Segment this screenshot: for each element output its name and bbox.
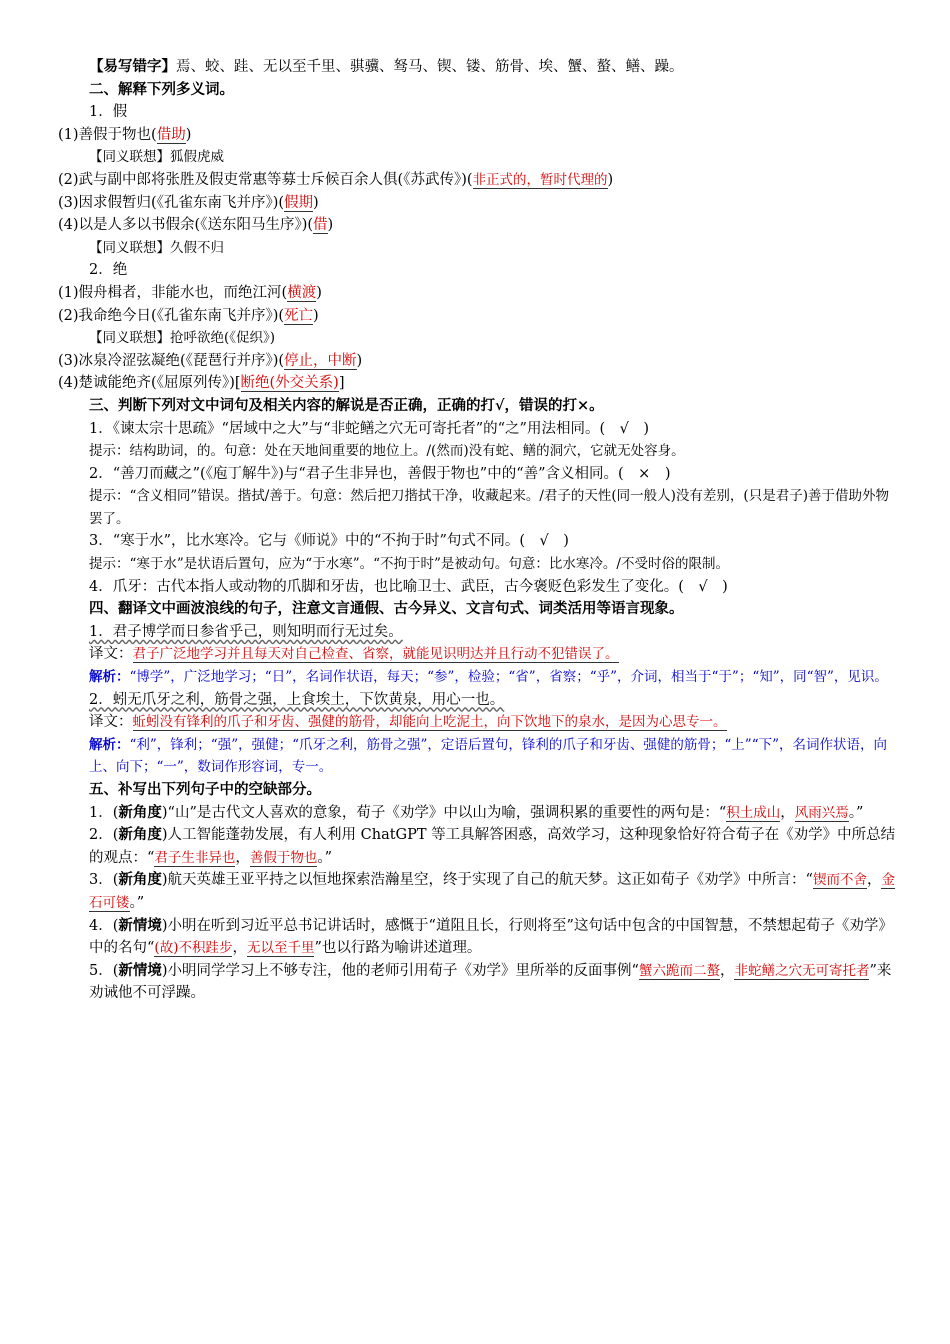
jue-item-2: (2)我命绝今日(《孔雀东南飞并序》)(死亡): [58, 307, 319, 324]
word-heading-jia: 1．假: [89, 104, 128, 121]
translate-sentence-1: 1．君子博学而日参省乎己，则知明而行无过矣。: [89, 623, 403, 640]
error-prone-characters: 【易写错字】焉、蛟、跬、无以至千里、骐骥、驽马、锲、镂、筋骨、埃、蟹、螯、鳝、躁。: [89, 58, 684, 75]
jue-item-1: (1)假舟楫者，非能水也，而绝江河(横渡): [58, 284, 322, 301]
jia-item-3: (3)因求假暂归(《孔雀东南飞并序》)(假期): [58, 194, 319, 211]
jia-item-1: (1)善假于物也(借助): [58, 126, 192, 143]
word-heading-jue: 2．绝: [89, 262, 128, 279]
judge-hint-2: 提示：“含义相同”错误。揩拭/善于。句意：然后把刀揩拭干净，收藏起来。/君子的天性(同一般人)没有差别，(只是君子)善于借助外物罢了。: [89, 488, 889, 527]
analysis-2: 解析：“利”，锋利；“强”，强健；“爪牙之利，筋骨之强”，定语后置句，锋利的爪子和牙齿、强健的筋骨；“上”“下”，名词作状语，向上、向下；“一”，数词作形容词，专一。: [89, 736, 888, 776]
judge-item-4: 4．爪牙：古代本指人或动物的爪脚和牙齿，也比喻卫士、武臣，古今褒贬色彩发生了变化。( √ ): [89, 578, 728, 595]
fill-item-4: 4．(新情境)小明在听到习近平总书记讲话时，感慨于“道阻且长，行则将至”这句话中包含的中国智慧，不禁想起荀子《劝学》中的名句“(故)不积跬步，无以至千里”也以行路为喻讲述道理。: [89, 916, 893, 957]
section-two-heading: 二、解释下列多义词。: [89, 80, 234, 98]
jue-item-4: (4)楚诚能绝齐(《屈原列传》)[断绝(外交关系)]: [58, 375, 345, 392]
jue-item-3: (3)冰泉冷涩弦凝绝(《琵琶行并序》)(停止，中断): [58, 352, 363, 369]
jia-item-2: (2)武与副中郎将张胜及假吏常惠等募士斥候百余人俱(《苏武传》)(非正式的，暂时代理的): [58, 171, 614, 188]
synonym-association: 【同义联想】抢呼欲绝(《促织》): [89, 330, 276, 347]
fill-item-5: 5．(新情境)小明同学学习上不够专注，他的老师引用荀子《劝学》里所举的反面事例“蟹六跪而二螯，非蛇鳝之穴无可寄托者”来劝诫他不可浮躁。: [89, 961, 892, 1002]
jia-item-4: (4)以是人多以书假余(《送东阳马生序》)(借): [58, 217, 334, 234]
section-five-heading: 五、补写出下列句子中的空缺部分。: [89, 781, 321, 798]
judge-hint-3: 提示：“寒于水”是状语后置句，应为“于水寒”。“不拘于时”是被动句。句意：比水寒冷。/不受时俗的限制。: [89, 556, 729, 573]
fill-item-1: 1．(新角度)“山”是古代文人喜欢的意象，荀子《劝学》中以山为喻，强调积累的重要性的两句是：“积土成山，风雨兴焉。”: [89, 803, 864, 821]
judge-item-3: 3．“寒于水”，比水寒冷。它与《师说》中的“不拘于时”句式不同。( √ ): [89, 533, 569, 550]
translation-2: 译文：蚯蚓没有锋利的爪子和牙齿、强健的筋骨，却能向上吃泥土，向下饮地下的泉水，是因为心思专一。: [89, 714, 727, 731]
translate-sentence-2: 2．蚓无爪牙之利，筋骨之强，上食埃土，下饮黄泉，用心一也。: [89, 691, 505, 708]
document-page: [58, 56, 900, 1005]
synonym-association: 【同义联想】狐假虎威: [89, 149, 224, 166]
synonym-association: 【同义联想】久假不归: [89, 239, 224, 256]
judge-hint-1: 提示：结构助词，的。句意：处在天地间重要的地位上。/(然而)没有蛇、鳝的洞穴，它就无处容身。: [89, 443, 685, 460]
translation-1: 译文：君子广泛地学习并且每天对自己检查、省察，就能见识明达并且行动不犯错误了。: [89, 646, 619, 663]
fill-item-2: 2．(新角度)人工智能蓬勃发展，有人利用 ChatGPT 等工具解答困惑，高效学习，这种现象恰好符合荀子在《劝学》中所总结的观点：“君子生非异也，善假于物也。”: [89, 826, 896, 866]
section-four-heading: 四、翻译文中画波浪线的句子，注意文言通假、古今异义、文言句式、词类活用等语言现象。: [89, 600, 684, 618]
analysis-1: 解析：“博学”，广泛地学习；“日”，名词作状语，每天；“参”，检验；“省”，省察；“乎”，介词，相当于“于”；“知”，同“智”，见识。: [89, 669, 888, 686]
judge-item-2: 2．“善刀而藏之”(《庖丁解牛》)与“君子生非异也，善假于物也”中的“善”含义相同。( × ): [89, 465, 671, 482]
judge-item-1: 1．《谏太宗十思疏》“居域中之大”与“非蛇鳝之穴无可寄托者”的“之”用法相同。( √ ): [89, 420, 650, 437]
fill-item-3: 3．(新角度)航天英雄王亚平持之以恒地探索浩瀚星空，终于实现了自己的航天梦。这正如荀子《劝学》中所言：“锲而不舍，金石可镂。”: [89, 871, 895, 911]
section-three-heading: 三、判断下列对文中词句及相关内容的解说是否正确，正确的打√，错误的打×。: [89, 396, 604, 414]
